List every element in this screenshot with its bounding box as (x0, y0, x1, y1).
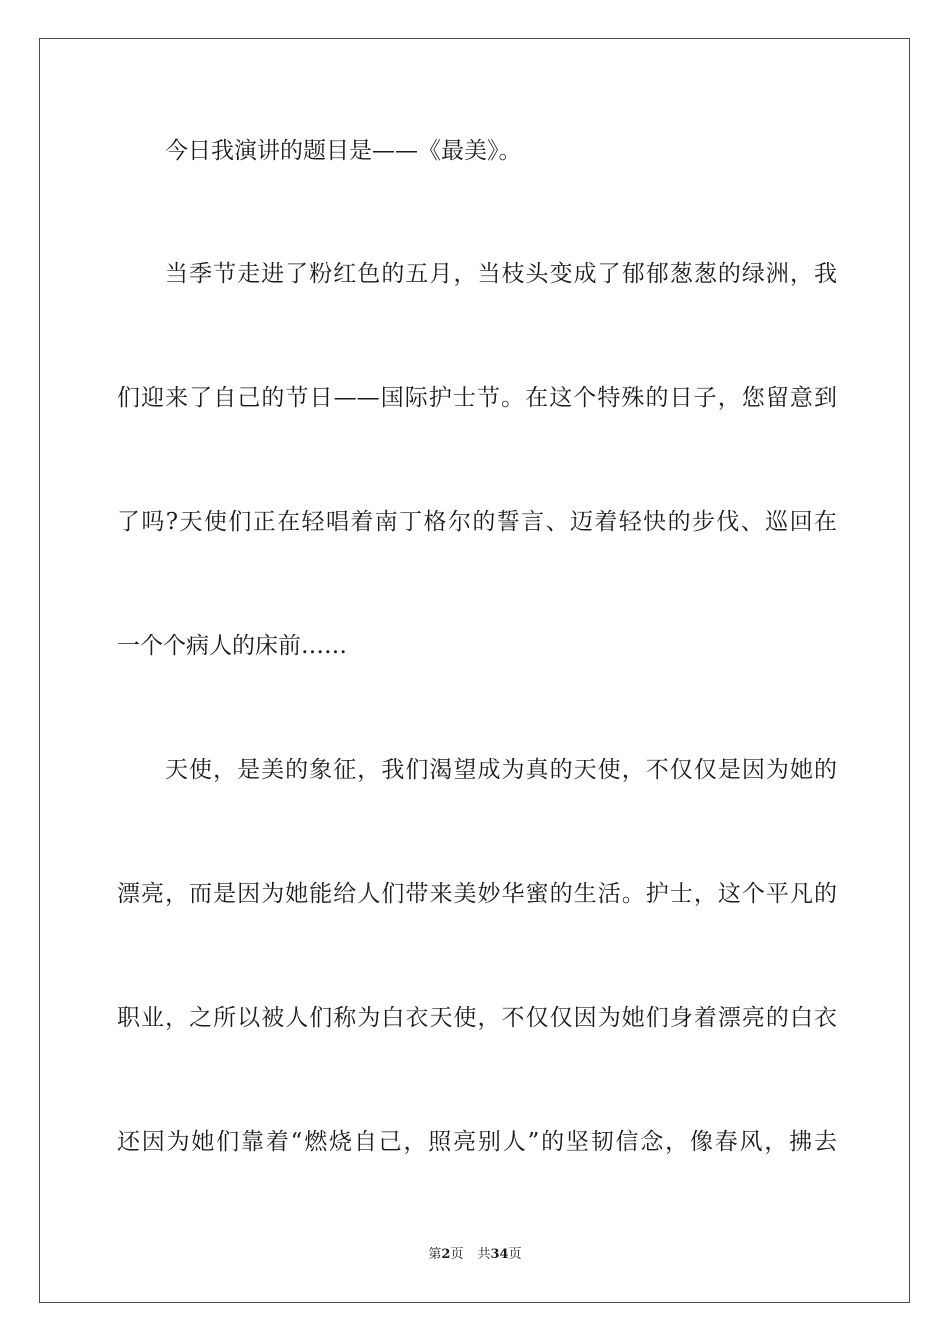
paragraph-3-line-4: 还因为她们靠着“燃烧自己，照亮别人”的坚韧信念，像春风，拂去 (117, 1129, 837, 1155)
paragraph-3-line-3: 职业，之所以被人们称为白衣天使，不仅仅因为她们身着漂亮的白衣 (117, 1005, 837, 1031)
footer-total-prefix: 共 (477, 1247, 491, 1262)
footer-total-suffix: 页 (508, 1247, 522, 1262)
paragraph-2-line-1: 当季节走进了粉红色的五月，当枝头变成了郁郁葱葱的绿洲，我 (165, 261, 837, 287)
paragraph-2-line-3: 了吗?天使们正在轻唱着南丁格尔的誓言、迈着轻快的步伐、巡回在 (117, 509, 837, 535)
paragraph-3-line-1: 天使，是美的象征，我们渴望成为真的天使，不仅仅是因为她的 (165, 757, 837, 783)
page-footer (0, 1246, 950, 1264)
paragraph-2-line-4: 一个个病人的床前…… (117, 633, 347, 659)
paragraph-3-line-2: 漂亮，而是因为她能给人们带来美妙华蜜的生活。护士，这个平凡的 (117, 881, 837, 907)
footer-page-total: 34 (490, 1247, 509, 1262)
footer-page-suffix: 页 (450, 1247, 464, 1262)
paragraph-2-line-2: 们迎来了自己的节日——国际护士节。在这个特殊的日子，您留意到 (117, 385, 837, 411)
footer-page-current: 2 (441, 1247, 451, 1262)
footer-page-prefix: 第 (428, 1247, 442, 1262)
page-border (39, 38, 910, 1303)
paragraph-1-line-1: 今日我演讲的题目是——《最美》。 (165, 138, 522, 164)
